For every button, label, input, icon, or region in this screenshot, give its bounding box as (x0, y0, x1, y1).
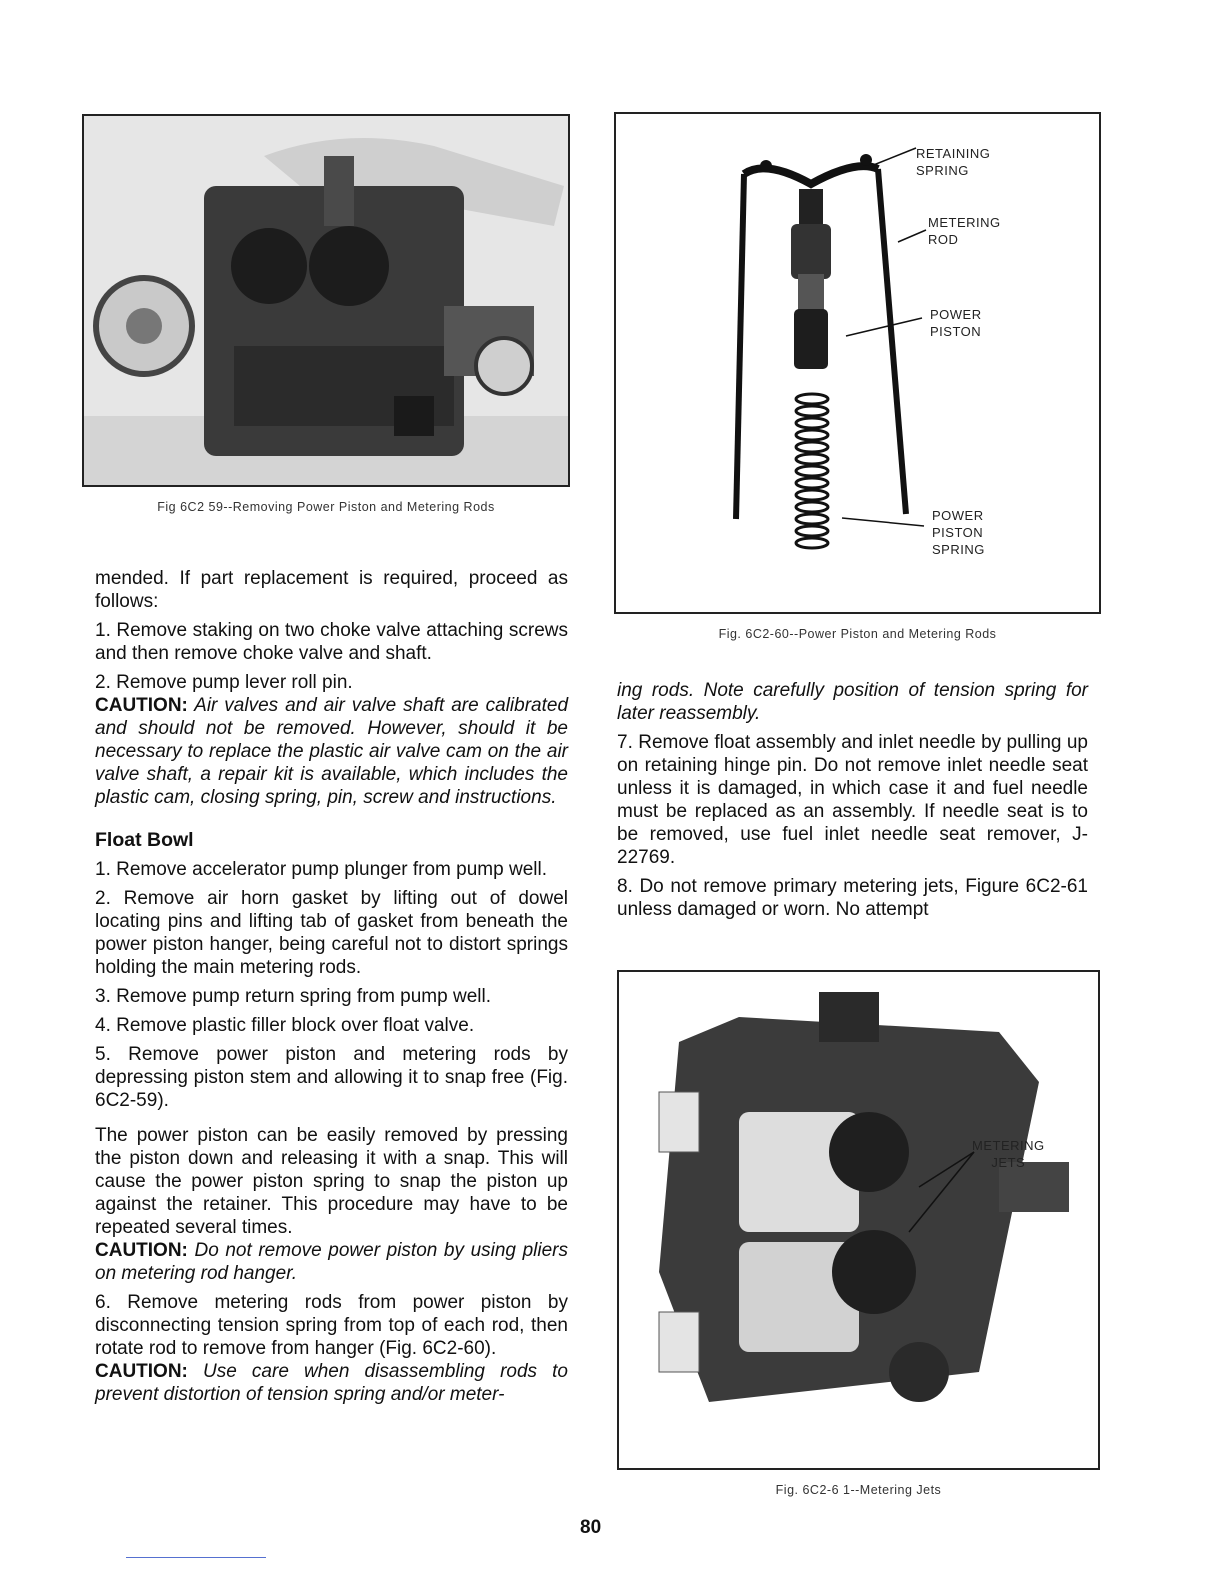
step-2-pump-lever: 2. Remove pump lever roll pin. (95, 672, 353, 693)
float-step-7: 7. Remove float assembly and inlet needle by pulling up on retaining hinge pin. Do not remove inlet needle seat unless it is damaged, in which case it and fuel needle must be replaced as an assembly. If needle seat is to be removed, use fuel inlet needle seat remover, J-22769. (617, 732, 1088, 868)
step-1-choke: 1. Remove staking on two choke valve attaching screws and then remove choke valve and shaft. (95, 620, 568, 664)
caution-label: CAUTION: (95, 1240, 188, 1261)
float-step-2: 2. Remove air horn gasket by lifting out of dowel locating pins and lifting tab of gasket from beneath the power piston hanger, being careful not to distort springs holding the main metering rods. (95, 888, 568, 978)
paragraph-power-piston: The power piston can be easily removed by pressing the piston down and releasing it with a snap. This will cause the power piston spring to snap the piston up against the retainer. This procedure may have to be repeated several times. (95, 1125, 568, 1238)
float-step-6: 6. Remove metering rods from power piston by disconnecting tension spring from top of each rod, then rotate rod to remove from hanger (Fig. 6C2-60). (95, 1292, 568, 1359)
float-step-1: 1. Remove accelerator pump plunger from pump well. (95, 859, 547, 880)
figure-6c2-60-diagram (614, 112, 1101, 614)
caution-text: Use care when disassembling rods to prevent distortion of tension spring and/or meter- (95, 1361, 568, 1405)
caution-air-valves (95, 694, 568, 809)
float-step-4: 4. Remove plastic filler block over float valve. (95, 1015, 475, 1036)
footer-rule (126, 1557, 266, 1558)
left-column (95, 567, 568, 1412)
label-metering-jets: METERING JETS (972, 1138, 1045, 1170)
label-power-piston-spring: POWER PISTON SPRING (932, 508, 985, 557)
carburetor-photo-59 (84, 116, 568, 485)
caution-label: CAUTION: (95, 1361, 188, 1382)
page-number: 80 (580, 1517, 602, 1538)
paragraph-intro: mended. If part replacement is required, proceed as follows: (95, 568, 568, 612)
figure-6c2-60-caption: Fig. 6C2-60--Power Piston and Metering Rods (718, 627, 997, 641)
label-power-piston: POWER PISTON (930, 307, 982, 339)
float-step-5: 5. Remove power piston and metering rods by depressing piston stem and allowing it to snap free (Fig. 6C2-59). (95, 1044, 568, 1111)
caution-pliers (95, 1239, 568, 1285)
continued-text: ing rods. Note carefully position of tension spring for later reassembly. (617, 680, 1088, 724)
float-step-8: 8. Do not remove primary metering jets, Figure 6C2-61 unless damaged or worn. No attempt (617, 876, 1088, 920)
right-column (617, 679, 1088, 927)
caution-text: Air valves and air valve shaft are calibrated and should not be removed. However, should it be necessary to replace the plastic air valve cam on the air valve shaft, a repair kit is available, which includes the plastic cam, closing spring, pin, screw and instructions. (95, 695, 569, 808)
figure-6c2-59-caption: Fig 6C2 59--Removing Power Piston and Metering Rods (157, 500, 495, 514)
label-retaining-spring: RETAINING SPRING (916, 146, 991, 178)
caution-text: Do not remove power piston by using pliers on metering rod hanger. (95, 1240, 568, 1284)
power-piston-diagram (616, 114, 1099, 612)
carburetor-photo-61 (619, 972, 1098, 1468)
label-metering-rod: METERING ROD (928, 215, 1001, 247)
heading-float-bowl: Float Bowl (95, 829, 194, 851)
figure-6c2-59-photo (82, 114, 570, 487)
float-step-3: 3. Remove pump return spring from pump well. (95, 986, 491, 1007)
caution-label: CAUTION: (95, 695, 188, 716)
caution-rods (95, 1360, 568, 1406)
figure-6c2-61-caption: Fig. 6C2-6 1--Metering Jets (775, 1483, 942, 1497)
figure-6c2-61-photo (617, 970, 1100, 1470)
